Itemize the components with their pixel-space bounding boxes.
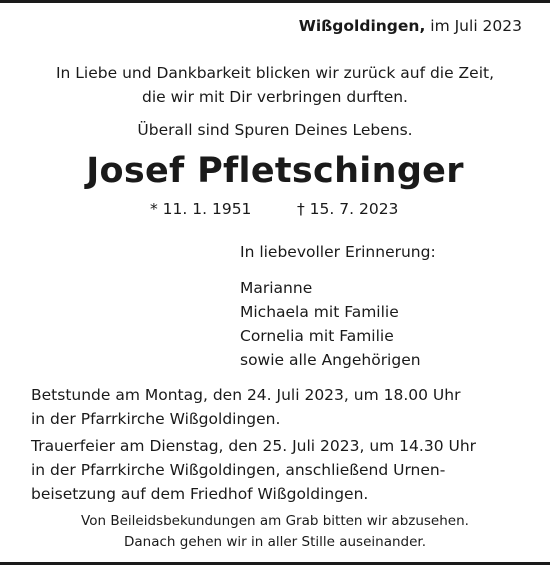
mourners-list xyxy=(240,276,421,372)
quote-line-1: In Liebe und Dankbarkeit blicken wir zurück auf die Zeit, xyxy=(55,64,495,82)
birth-date: * 11. 1. 1951 xyxy=(150,200,252,218)
footer-line-1: Von Beileidsbekundungen am Grab bitten wir abzusehen. xyxy=(81,513,469,529)
funeral-service xyxy=(31,434,476,506)
list-item: sowie alle Angehörigen xyxy=(240,351,421,369)
list-item: Cornelia mit Familie xyxy=(240,327,394,345)
dateline-date: im Juli 2023 xyxy=(430,17,522,35)
death-date: † 15. 7. 2023 xyxy=(297,200,399,218)
funeral-line-1: Trauerfeier am Dienstag, den 25. Juli 2023, um 14.30 Uhr xyxy=(31,437,477,455)
prayer-line-1: Betstunde am Montag, den 24. Juli 2023, um 18.00 Uhr xyxy=(31,386,461,404)
dateline-place: Wißgoldingen, xyxy=(298,17,426,35)
prayer-service xyxy=(31,383,476,431)
list-item: Marianne xyxy=(240,279,313,297)
service-details xyxy=(31,383,476,506)
funeral-line-2: in der Pfarrkirche Wißgoldingen, anschließend Urnen- xyxy=(31,461,446,479)
prayer-line-2: in der Pfarrkirche Wißgoldingen. xyxy=(31,410,281,428)
footer-note xyxy=(0,511,550,553)
funeral-line-3: beisetzung auf dem Friedhof Wißgoldingen. xyxy=(31,485,369,503)
deceased-name: Josef Pfletschinger xyxy=(86,151,464,191)
quote-line-2: die wir mit Dir verbringen durften. xyxy=(142,88,408,106)
dateline xyxy=(299,17,522,35)
quote-line-3: Überall sind Spuren Deines Lebens. xyxy=(137,121,413,139)
memory-heading: In liebevoller Erinnerung: xyxy=(240,243,436,261)
memorial-quote xyxy=(0,61,550,142)
footer-line-2: Danach gehen wir in aller Stille auseinander. xyxy=(124,534,426,550)
list-item: Michaela mit Familie xyxy=(240,303,399,321)
